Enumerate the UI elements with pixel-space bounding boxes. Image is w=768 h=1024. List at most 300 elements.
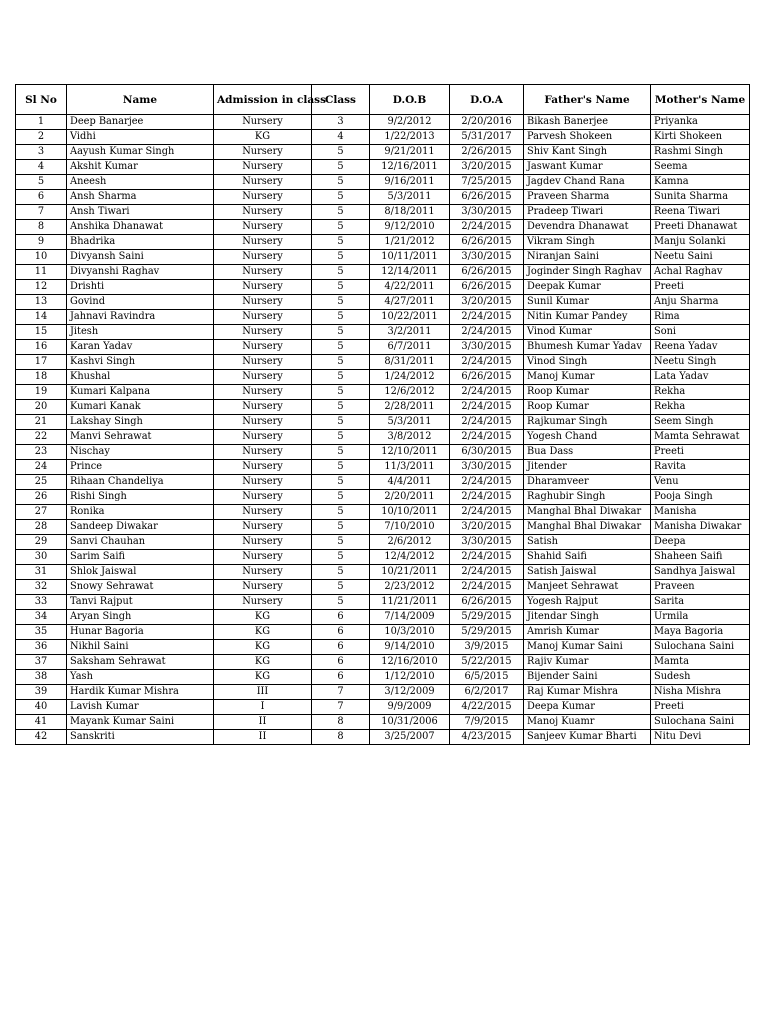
- cell-admission-class: Nursery: [214, 235, 312, 250]
- cell-name: Akshit Kumar: [67, 160, 214, 175]
- table-row: [16, 460, 750, 475]
- cell-admission-class: KG: [214, 130, 312, 145]
- cell-sl-no: 2: [16, 130, 67, 145]
- cell-class: 5: [312, 205, 370, 220]
- cell-father-name: Dharamveer: [524, 475, 651, 490]
- cell-dob: 10/3/2010: [370, 625, 450, 640]
- table-row: [16, 160, 750, 175]
- cell-admission-class: Nursery: [214, 325, 312, 340]
- cell-admission-class: KG: [214, 610, 312, 625]
- cell-doa: 3/30/2015: [450, 340, 524, 355]
- cell-class: 3: [312, 115, 370, 130]
- cell-name: Divyansh Saini: [67, 250, 214, 265]
- cell-father-name: Sunil Kumar: [524, 295, 651, 310]
- cell-dob: 9/9/2009: [370, 700, 450, 715]
- cell-mother-name: Preeti: [651, 280, 750, 295]
- cell-admission-class: Nursery: [214, 370, 312, 385]
- cell-dob: 5/3/2011: [370, 190, 450, 205]
- cell-doa: 2/24/2015: [450, 550, 524, 565]
- cell-dob: 12/14/2011: [370, 265, 450, 280]
- cell-admission-class: Nursery: [214, 460, 312, 475]
- table-row: [16, 535, 750, 550]
- cell-father-name: Jitender: [524, 460, 651, 475]
- cell-admission-class: KG: [214, 655, 312, 670]
- cell-name: Jahnavi Ravindra: [67, 310, 214, 325]
- cell-dob: 10/21/2011: [370, 565, 450, 580]
- cell-mother-name: Mamta: [651, 655, 750, 670]
- cell-father-name: Raj Kumar Mishra: [524, 685, 651, 700]
- cell-name: Manvi Sehrawat: [67, 430, 214, 445]
- cell-dob: 9/2/2012: [370, 115, 450, 130]
- cell-name: Saksham Sehrawat: [67, 655, 214, 670]
- cell-mother-name: Praveen: [651, 580, 750, 595]
- cell-class: 8: [312, 715, 370, 730]
- header-dob: D.O.B: [370, 85, 450, 115]
- cell-name: Nikhil Saini: [67, 640, 214, 655]
- cell-doa: 2/24/2015: [450, 565, 524, 580]
- cell-name: Ansh Sharma: [67, 190, 214, 205]
- cell-admission-class: Nursery: [214, 565, 312, 580]
- cell-father-name: Bhumesh Kumar Yadav: [524, 340, 651, 355]
- cell-class: 5: [312, 145, 370, 160]
- header-admission-class: Admission in class: [214, 85, 312, 115]
- cell-class: 5: [312, 295, 370, 310]
- table-row: [16, 295, 750, 310]
- table-row: [16, 595, 750, 610]
- cell-doa: 7/25/2015: [450, 175, 524, 190]
- cell-mother-name: Preeti: [651, 445, 750, 460]
- cell-class: 8: [312, 730, 370, 745]
- cell-class: 5: [312, 160, 370, 175]
- cell-name: Divyanshi Raghav: [67, 265, 214, 280]
- cell-sl-no: 1: [16, 115, 67, 130]
- cell-father-name: Praveen Sharma: [524, 190, 651, 205]
- table-row: [16, 445, 750, 460]
- cell-class: 6: [312, 655, 370, 670]
- cell-father-name: Sanjeev Kumar Bharti: [524, 730, 651, 745]
- cell-name: Bhadrika: [67, 235, 214, 250]
- cell-father-name: Manoj Kumar: [524, 370, 651, 385]
- table-row: [16, 265, 750, 280]
- cell-mother-name: Kirti Shokeen: [651, 130, 750, 145]
- cell-sl-no: 36: [16, 640, 67, 655]
- cell-admission-class: Nursery: [214, 295, 312, 310]
- cell-father-name: Bua Dass: [524, 445, 651, 460]
- cell-mother-name: Kamna: [651, 175, 750, 190]
- cell-class: 5: [312, 550, 370, 565]
- cell-admission-class: Nursery: [214, 505, 312, 520]
- cell-doa: 2/24/2015: [450, 580, 524, 595]
- cell-mother-name: Rima: [651, 310, 750, 325]
- table-row: [16, 610, 750, 625]
- cell-name: Drishti: [67, 280, 214, 295]
- table-header: [16, 85, 750, 115]
- cell-mother-name: Sudesh: [651, 670, 750, 685]
- cell-father-name: Rajiv Kumar: [524, 655, 651, 670]
- cell-dob: 4/4/2011: [370, 475, 450, 490]
- table-row: [16, 370, 750, 385]
- cell-admission-class: Nursery: [214, 250, 312, 265]
- cell-name: Ansh Tiwari: [67, 205, 214, 220]
- cell-mother-name: Manisha: [651, 505, 750, 520]
- cell-doa: 2/24/2015: [450, 385, 524, 400]
- cell-mother-name: Ravita: [651, 460, 750, 475]
- cell-father-name: Manghal Bhal Diwakar: [524, 520, 651, 535]
- cell-class: 5: [312, 265, 370, 280]
- table-row: [16, 430, 750, 445]
- table-row: [16, 250, 750, 265]
- cell-mother-name: Mamta Sehrawat: [651, 430, 750, 445]
- cell-dob: 5/3/2011: [370, 415, 450, 430]
- cell-father-name: Parvesh Shokeen: [524, 130, 651, 145]
- header-sl-no: Sl No: [16, 85, 67, 115]
- cell-doa: 6/26/2015: [450, 265, 524, 280]
- cell-name: Rihaan Chandeliya: [67, 475, 214, 490]
- cell-sl-no: 9: [16, 235, 67, 250]
- cell-class: 5: [312, 340, 370, 355]
- table-row: [16, 400, 750, 415]
- cell-dob: 1/12/2010: [370, 670, 450, 685]
- cell-admission-class: Nursery: [214, 145, 312, 160]
- cell-mother-name: Rashmi Singh: [651, 145, 750, 160]
- cell-dob: 2/28/2011: [370, 400, 450, 415]
- cell-class: 5: [312, 475, 370, 490]
- cell-father-name: Satish Jaiswal: [524, 565, 651, 580]
- cell-name: Shlok Jaiswal: [67, 565, 214, 580]
- cell-doa: 2/24/2015: [450, 400, 524, 415]
- cell-mother-name: Neetu Singh: [651, 355, 750, 370]
- cell-dob: 2/20/2011: [370, 490, 450, 505]
- cell-dob: 1/21/2012: [370, 235, 450, 250]
- cell-class: 5: [312, 460, 370, 475]
- cell-admission-class: KG: [214, 670, 312, 685]
- cell-sl-no: 14: [16, 310, 67, 325]
- cell-dob: 10/11/2011: [370, 250, 450, 265]
- cell-sl-no: 13: [16, 295, 67, 310]
- table-row: [16, 115, 750, 130]
- cell-sl-no: 25: [16, 475, 67, 490]
- cell-doa: 2/24/2015: [450, 490, 524, 505]
- cell-class: 5: [312, 280, 370, 295]
- cell-dob: 1/24/2012: [370, 370, 450, 385]
- table-row: [16, 700, 750, 715]
- cell-class: 5: [312, 430, 370, 445]
- cell-doa: 3/20/2015: [450, 160, 524, 175]
- cell-name: Hardik Kumar Mishra: [67, 685, 214, 700]
- cell-doa: 5/31/2017: [450, 130, 524, 145]
- cell-sl-no: 21: [16, 415, 67, 430]
- cell-father-name: Vikram Singh: [524, 235, 651, 250]
- cell-dob: 2/23/2012: [370, 580, 450, 595]
- cell-doa: 3/20/2015: [450, 295, 524, 310]
- cell-sl-no: 42: [16, 730, 67, 745]
- table-row: [16, 235, 750, 250]
- cell-dob: 12/4/2012: [370, 550, 450, 565]
- cell-mother-name: Sandhya Jaiswal: [651, 565, 750, 580]
- cell-name: Kumari Kalpana: [67, 385, 214, 400]
- cell-admission-class: Nursery: [214, 190, 312, 205]
- cell-doa: 6/2/2017: [450, 685, 524, 700]
- cell-mother-name: Lata Yadav: [651, 370, 750, 385]
- cell-admission-class: Nursery: [214, 535, 312, 550]
- cell-class: 5: [312, 355, 370, 370]
- cell-sl-no: 34: [16, 610, 67, 625]
- cell-admission-class: Nursery: [214, 265, 312, 280]
- cell-admission-class: II: [214, 715, 312, 730]
- cell-sl-no: 22: [16, 430, 67, 445]
- table-row: [16, 505, 750, 520]
- cell-father-name: Nitin Kumar Pandey: [524, 310, 651, 325]
- cell-admission-class: Nursery: [214, 400, 312, 415]
- cell-father-name: Manoj Kumar Saini: [524, 640, 651, 655]
- cell-class: 5: [312, 325, 370, 340]
- cell-doa: 3/30/2015: [450, 535, 524, 550]
- cell-doa: 2/20/2016: [450, 115, 524, 130]
- cell-father-name: Manghal Bhal Diwakar: [524, 505, 651, 520]
- cell-mother-name: Priyanka: [651, 115, 750, 130]
- cell-class: 5: [312, 400, 370, 415]
- cell-name: Ronika: [67, 505, 214, 520]
- cell-sl-no: 19: [16, 385, 67, 400]
- cell-dob: 3/12/2009: [370, 685, 450, 700]
- table-row: [16, 550, 750, 565]
- cell-class: 6: [312, 670, 370, 685]
- cell-class: 5: [312, 190, 370, 205]
- header-row: [16, 85, 750, 115]
- cell-mother-name: Rekha: [651, 385, 750, 400]
- cell-doa: 3/30/2015: [450, 250, 524, 265]
- table-row: [16, 490, 750, 505]
- cell-admission-class: Nursery: [214, 445, 312, 460]
- cell-sl-no: 8: [16, 220, 67, 235]
- cell-doa: 2/24/2015: [450, 310, 524, 325]
- cell-class: 5: [312, 175, 370, 190]
- cell-admission-class: Nursery: [214, 550, 312, 565]
- cell-admission-class: Nursery: [214, 175, 312, 190]
- cell-sl-no: 11: [16, 265, 67, 280]
- cell-mother-name: Nisha Mishra: [651, 685, 750, 700]
- cell-class: 5: [312, 385, 370, 400]
- cell-mother-name: Sarita: [651, 595, 750, 610]
- cell-admission-class: Nursery: [214, 385, 312, 400]
- cell-sl-no: 37: [16, 655, 67, 670]
- cell-doa: 7/9/2015: [450, 715, 524, 730]
- cell-name: Jitesh: [67, 325, 214, 340]
- cell-sl-no: 23: [16, 445, 67, 460]
- table-row: [16, 310, 750, 325]
- cell-father-name: Bikash Banerjee: [524, 115, 651, 130]
- cell-dob: 2/6/2012: [370, 535, 450, 550]
- cell-admission-class: Nursery: [214, 280, 312, 295]
- cell-class: 6: [312, 610, 370, 625]
- cell-sl-no: 27: [16, 505, 67, 520]
- cell-father-name: Roop Kumar: [524, 400, 651, 415]
- cell-sl-no: 30: [16, 550, 67, 565]
- cell-name: Nischay: [67, 445, 214, 460]
- cell-mother-name: Manju Solanki: [651, 235, 750, 250]
- cell-mother-name: Nitu Devi: [651, 730, 750, 745]
- cell-dob: 3/8/2012: [370, 430, 450, 445]
- cell-class: 5: [312, 250, 370, 265]
- table-row: [16, 640, 750, 655]
- cell-doa: 2/24/2015: [450, 505, 524, 520]
- cell-dob: 9/14/2010: [370, 640, 450, 655]
- cell-mother-name: Sulochana Saini: [651, 640, 750, 655]
- cell-doa: 3/20/2015: [450, 520, 524, 535]
- cell-doa: 6/26/2015: [450, 280, 524, 295]
- table-row: [16, 715, 750, 730]
- cell-doa: 6/26/2015: [450, 595, 524, 610]
- cell-dob: 10/31/2006: [370, 715, 450, 730]
- table-row: [16, 340, 750, 355]
- cell-admission-class: Nursery: [214, 430, 312, 445]
- cell-name: Lakshay Singh: [67, 415, 214, 430]
- cell-sl-no: 10: [16, 250, 67, 265]
- table-row: [16, 655, 750, 670]
- cell-sl-no: 5: [16, 175, 67, 190]
- cell-name: Yash: [67, 670, 214, 685]
- cell-father-name: Manoj Kuamr: [524, 715, 651, 730]
- header-father-name: Father's Name: [524, 85, 651, 115]
- cell-sl-no: 7: [16, 205, 67, 220]
- cell-sl-no: 35: [16, 625, 67, 640]
- cell-name: Karan Yadav: [67, 340, 214, 355]
- cell-sl-no: 33: [16, 595, 67, 610]
- cell-father-name: Yogesh Chand: [524, 430, 651, 445]
- cell-doa: 2/24/2015: [450, 220, 524, 235]
- cell-name: Aneesh: [67, 175, 214, 190]
- cell-name: Kashvi Singh: [67, 355, 214, 370]
- cell-mother-name: Preeti Dhanawat: [651, 220, 750, 235]
- cell-mother-name: Sunita Sharma: [651, 190, 750, 205]
- cell-father-name: Vinod Kumar: [524, 325, 651, 340]
- cell-mother-name: Pooja Singh: [651, 490, 750, 505]
- cell-class: 5: [312, 490, 370, 505]
- cell-class: 7: [312, 685, 370, 700]
- cell-name: Vidhi: [67, 130, 214, 145]
- cell-sl-no: 26: [16, 490, 67, 505]
- table-row: [16, 145, 750, 160]
- cell-name: Lavish Kumar: [67, 700, 214, 715]
- cell-name: Mayank Kumar Saini: [67, 715, 214, 730]
- table-row: [16, 565, 750, 580]
- cell-sl-no: 28: [16, 520, 67, 535]
- cell-class: 5: [312, 580, 370, 595]
- cell-sl-no: 3: [16, 145, 67, 160]
- cell-dob: 12/10/2011: [370, 445, 450, 460]
- cell-dob: 9/16/2011: [370, 175, 450, 190]
- cell-mother-name: Preeti: [651, 700, 750, 715]
- cell-father-name: Shahid Saifi: [524, 550, 651, 565]
- cell-admission-class: Nursery: [214, 595, 312, 610]
- header-class: Class: [312, 85, 370, 115]
- cell-doa: 5/22/2015: [450, 655, 524, 670]
- cell-admission-class: KG: [214, 625, 312, 640]
- cell-father-name: Amrish Kumar: [524, 625, 651, 640]
- cell-class: 5: [312, 220, 370, 235]
- cell-doa: 4/22/2015: [450, 700, 524, 715]
- cell-sl-no: 32: [16, 580, 67, 595]
- cell-class: 5: [312, 310, 370, 325]
- cell-dob: 12/16/2011: [370, 160, 450, 175]
- cell-name: Rishi Singh: [67, 490, 214, 505]
- cell-name: Kumari Kanak: [67, 400, 214, 415]
- table-row: [16, 190, 750, 205]
- cell-father-name: Niranjan Saini: [524, 250, 651, 265]
- cell-admission-class: Nursery: [214, 520, 312, 535]
- cell-class: 5: [312, 535, 370, 550]
- cell-mother-name: Seema: [651, 160, 750, 175]
- cell-sl-no: 24: [16, 460, 67, 475]
- cell-admission-class: Nursery: [214, 310, 312, 325]
- cell-sl-no: 15: [16, 325, 67, 340]
- cell-father-name: Manjeet Sehrawat: [524, 580, 651, 595]
- cell-admission-class: Nursery: [214, 340, 312, 355]
- cell-sl-no: 20: [16, 400, 67, 415]
- cell-doa: 6/5/2015: [450, 670, 524, 685]
- cell-father-name: Jaswant Kumar: [524, 160, 651, 175]
- cell-name: Anshika Dhanawat: [67, 220, 214, 235]
- cell-mother-name: Seem Singh: [651, 415, 750, 430]
- cell-mother-name: Anju Sharma: [651, 295, 750, 310]
- cell-class: 5: [312, 415, 370, 430]
- header-name: Name: [67, 85, 214, 115]
- cell-name: Sanskriti: [67, 730, 214, 745]
- cell-name: Khushal: [67, 370, 214, 385]
- table-row: [16, 415, 750, 430]
- cell-sl-no: 29: [16, 535, 67, 550]
- cell-mother-name: Urmila: [651, 610, 750, 625]
- cell-dob: 6/7/2011: [370, 340, 450, 355]
- table-row: [16, 670, 750, 685]
- table-row: [16, 385, 750, 400]
- cell-dob: 4/27/2011: [370, 295, 450, 310]
- cell-class: 5: [312, 520, 370, 535]
- table-row: [16, 220, 750, 235]
- cell-mother-name: Soni: [651, 325, 750, 340]
- cell-sl-no: 16: [16, 340, 67, 355]
- cell-admission-class: Nursery: [214, 475, 312, 490]
- table-row: [16, 685, 750, 700]
- cell-name: Prince: [67, 460, 214, 475]
- cell-dob: 11/21/2011: [370, 595, 450, 610]
- cell-mother-name: Reena Yadav: [651, 340, 750, 355]
- cell-admission-class: I: [214, 700, 312, 715]
- cell-class: 5: [312, 565, 370, 580]
- cell-sl-no: 18: [16, 370, 67, 385]
- cell-doa: 6/26/2015: [450, 370, 524, 385]
- cell-sl-no: 40: [16, 700, 67, 715]
- cell-sl-no: 6: [16, 190, 67, 205]
- cell-dob: 3/2/2011: [370, 325, 450, 340]
- cell-dob: 9/21/2011: [370, 145, 450, 160]
- cell-name: Sanvi Chauhan: [67, 535, 214, 550]
- cell-admission-class: Nursery: [214, 220, 312, 235]
- cell-admission-class: III: [214, 685, 312, 700]
- cell-doa: 6/26/2015: [450, 235, 524, 250]
- cell-doa: 5/29/2015: [450, 625, 524, 640]
- cell-mother-name: Manisha Diwakar: [651, 520, 750, 535]
- cell-father-name: Yogesh Rajput: [524, 595, 651, 610]
- cell-name: Snowy Sehrawat: [67, 580, 214, 595]
- cell-mother-name: Maya Bagoria: [651, 625, 750, 640]
- cell-dob: 1/22/2013: [370, 130, 450, 145]
- cell-dob: 7/14/2009: [370, 610, 450, 625]
- cell-class: 4: [312, 130, 370, 145]
- cell-dob: 4/22/2011: [370, 280, 450, 295]
- table-row: [16, 625, 750, 640]
- cell-doa: 2/24/2015: [450, 325, 524, 340]
